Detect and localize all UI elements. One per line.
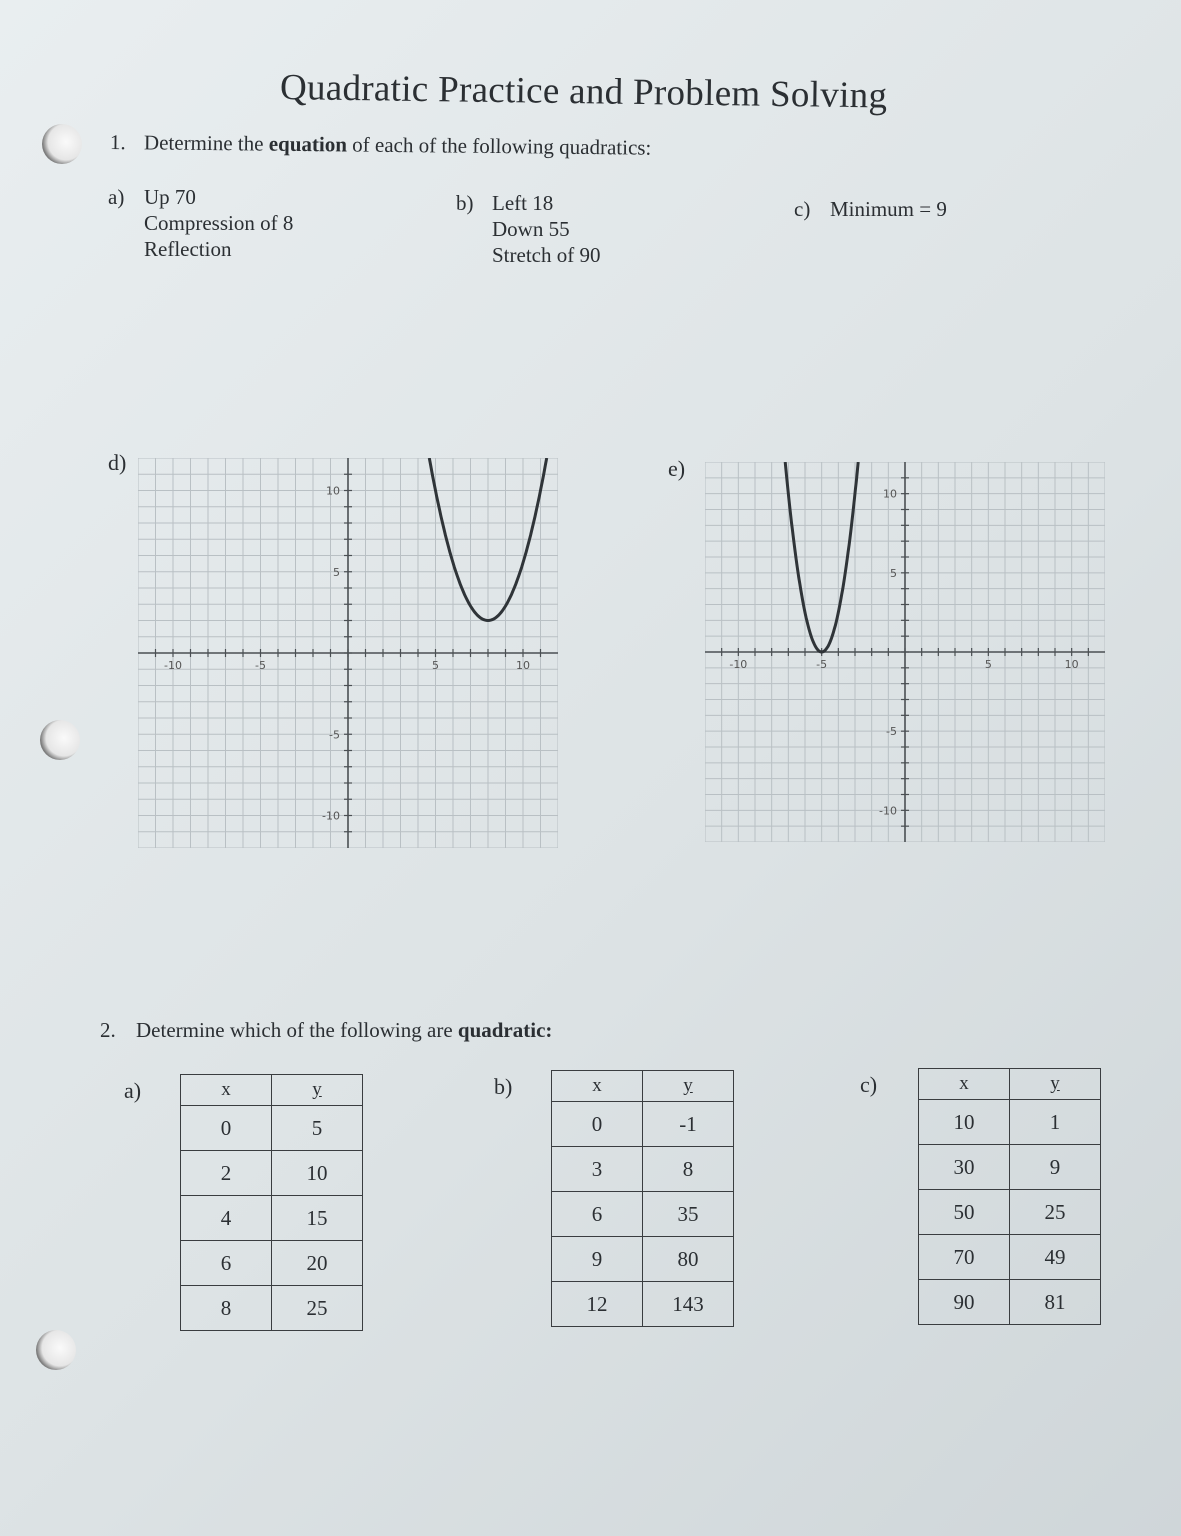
table-c bbox=[918, 1068, 1101, 1325]
question-number: 2. bbox=[100, 1018, 116, 1042]
table-row: 4 15 bbox=[181, 1196, 363, 1241]
question-1-prompt: 1. Determine the equation of each of the following quadratics: bbox=[109, 130, 652, 160]
table-c-label: c) bbox=[860, 1072, 878, 1097]
table-row: 3 8 bbox=[552, 1147, 734, 1192]
table-row: 6 35 bbox=[552, 1192, 734, 1237]
y-header: y bbox=[643, 1071, 734, 1102]
question-2-prompt: 2. Determine which of the following are quadratic: bbox=[100, 1018, 553, 1042]
table-row: 90 81 bbox=[919, 1280, 1101, 1325]
y-tick-label: -10 bbox=[879, 804, 897, 818]
x-tick-label: 10 bbox=[516, 659, 530, 672]
x-header: x bbox=[552, 1071, 643, 1102]
table-row: 0 5 bbox=[181, 1106, 363, 1151]
x-tick-label: 5 bbox=[432, 659, 439, 672]
graph-e bbox=[705, 462, 1105, 842]
table-b bbox=[551, 1070, 734, 1327]
binder-hole bbox=[40, 720, 80, 760]
table-row: 9 80 bbox=[552, 1237, 734, 1282]
table-row: 6 20 bbox=[181, 1241, 363, 1286]
y-tick-label: 5 bbox=[890, 566, 897, 580]
y-header: y bbox=[1010, 1069, 1101, 1100]
y-tick-label: -10 bbox=[322, 809, 340, 823]
table-b-label: b) bbox=[494, 1074, 513, 1099]
graph-e-label: e) bbox=[668, 456, 686, 481]
y-tick-label: 5 bbox=[333, 565, 340, 579]
table-row: 70 49 bbox=[919, 1235, 1101, 1280]
binder-hole bbox=[42, 124, 82, 164]
table-row: 0 -1 bbox=[552, 1102, 734, 1147]
table-a bbox=[180, 1074, 363, 1331]
y-tick-label: -5 bbox=[329, 728, 340, 742]
table-row: 8 25 bbox=[181, 1286, 363, 1331]
table-row: 50 25 bbox=[919, 1190, 1101, 1235]
table-a-label: a) bbox=[124, 1078, 142, 1103]
x-tick-label: 5 bbox=[984, 658, 992, 671]
question-1-part-b: b) Left 18 Down 55 Stretch of 90 bbox=[456, 191, 601, 267]
y-header: y bbox=[272, 1075, 363, 1106]
question-number: 1. bbox=[109, 130, 126, 155]
table-row: 12 143 bbox=[552, 1282, 734, 1327]
y-tick-label: 10 bbox=[883, 487, 897, 501]
question-1-part-c: c) Minimum = 9 bbox=[794, 197, 947, 221]
table-row: 30 9 bbox=[919, 1145, 1101, 1190]
y-tick-label: 10 bbox=[326, 484, 340, 498]
x-tick-label: -5 bbox=[255, 659, 266, 672]
x-tick-label: -5 bbox=[816, 658, 828, 671]
x-tick-label: -10 bbox=[729, 658, 748, 671]
y-tick-label: -5 bbox=[886, 725, 897, 739]
x-tick-label: 10 bbox=[1064, 658, 1079, 671]
question-1-part-a: a) Up 70 Compression of 8 Reflection bbox=[108, 185, 294, 261]
x-tick-label: -10 bbox=[164, 659, 182, 672]
table-row: 10 1 bbox=[919, 1100, 1101, 1145]
x-header: x bbox=[181, 1075, 272, 1106]
table-row: 2 10 bbox=[181, 1151, 363, 1196]
graph-d bbox=[138, 458, 558, 848]
binder-hole bbox=[36, 1330, 76, 1370]
x-header: x bbox=[919, 1069, 1010, 1100]
graph-d-label: d) bbox=[108, 450, 127, 475]
worksheet-title: Quadratic Practice and Problem Solving bbox=[279, 67, 888, 117]
